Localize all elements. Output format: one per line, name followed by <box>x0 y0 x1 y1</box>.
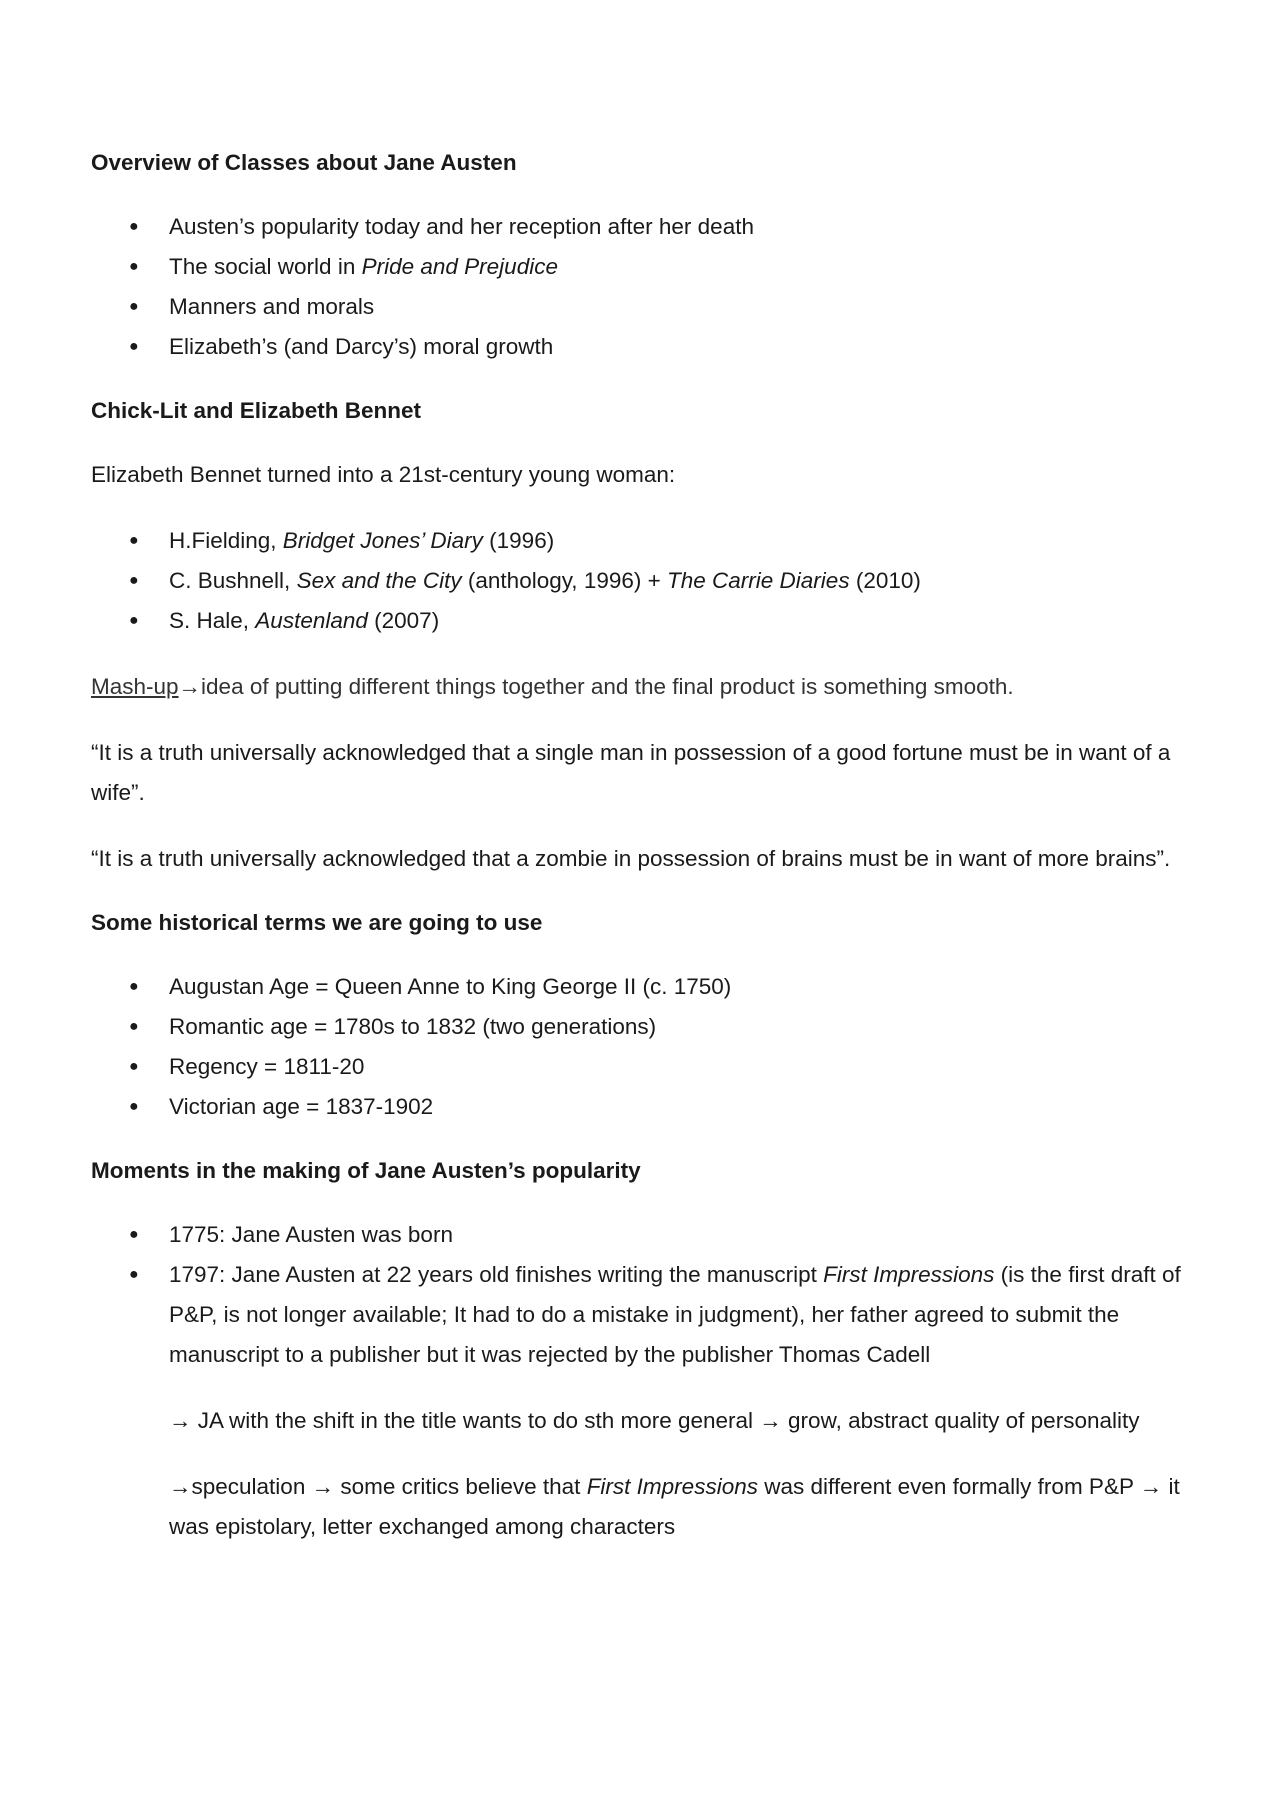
list-item: ● Austen’s popularity today and her reception after her death <box>91 207 1190 247</box>
book-title: Austenland <box>255 608 368 633</box>
book-title: Sex and the City <box>296 568 462 593</box>
mashup-definition: →idea of putting different things together and the final product is something smooth. <box>178 674 1014 699</box>
list-item <box>91 521 1190 561</box>
list-item <box>91 1255 1190 1375</box>
mashup-term: Mash-up <box>91 674 179 699</box>
section-heading-overview: Overview of Classes about Jane Austen <box>91 150 517 175</box>
overview-list <box>91 207 1190 367</box>
quote: “It is a truth universally acknowledged that a single man in possession of a good fortune must be in want of a wife”. <box>91 740 1171 805</box>
list-item-text: (anthology, 1996) + <box>461 568 668 593</box>
list-item <box>91 561 1190 601</box>
book-title: Bridget Jones’ Diary <box>282 528 483 553</box>
chick-lit-list <box>91 521 1190 641</box>
historical-terms-list <box>91 967 1190 1127</box>
note <box>91 1467 1190 1547</box>
list-item: ● Elizabeth’s (and Darcy’s) moral growth <box>91 327 1190 367</box>
list-item-text: (is the first draft of P&P, is not longer available; It had to do a mistake in judgment), her father agreed to submit the manuscript to a publisher but it was rejected by the publisher Thomas Cadell <box>169 1262 1181 1367</box>
list-item: ● Romantic age = 1780s to 1832 (two generations) <box>91 1007 1190 1047</box>
note-text: was different even formally from P&P → it was epistolary, letter exchanged among characters <box>169 1474 1180 1539</box>
list-item <box>91 601 1190 641</box>
section-heading-popularity: Moments in the making of Jane Austen’s popularity <box>91 1158 641 1183</box>
section-heading-chick-lit: Chick-Lit and Elizabeth Bennet <box>91 398 422 423</box>
paragraph: Elizabeth Bennet turned into a 21st-century young woman: <box>91 462 676 487</box>
list-item-text: H.Fielding, <box>169 528 283 553</box>
list-item-text: The social world in <box>169 254 362 279</box>
book-title: First Impressions <box>823 1262 995 1287</box>
note-text: →speculation → some critics believe that <box>169 1474 587 1499</box>
list-item-text: S. Hale, <box>169 608 256 633</box>
quote: “It is a truth universally acknowledged that a zombie in possession of brains must be in want of more brains”. <box>91 846 1171 871</box>
list-item: ● Manners and morals <box>91 287 1190 327</box>
list-item-text: (1996) <box>482 528 555 553</box>
list-item-text: (2007) <box>367 608 440 633</box>
list-item: ● 1775: Jane Austen was born <box>91 1215 1190 1255</box>
paragraph <box>91 667 1190 707</box>
list-item: ● Victorian age = 1837-1902 <box>91 1087 1190 1127</box>
note: → JA with the shift in the title wants to do sth more general → grow, abstract quality of personality <box>169 1408 1140 1433</box>
list-item-text: (2010) <box>849 568 921 593</box>
popularity-list <box>91 1215 1190 1375</box>
book-title: The Carrie Diaries <box>667 568 850 593</box>
list-item <box>91 247 1190 287</box>
list-item: ● Augustan Age = Queen Anne to King George II (c. 1750) <box>91 967 1190 1007</box>
list-item-text: 1797: Jane Austen at 22 years old finishes writing the manuscript <box>169 1262 824 1287</box>
section-heading-historical-terms: Some historical terms we are going to use <box>91 910 543 935</box>
book-title: Pride and Prejudice <box>361 254 558 279</box>
list-item-text: C. Bushnell, <box>169 568 297 593</box>
book-title: First Impressions <box>586 1474 758 1499</box>
list-item: ● Regency = 1811-20 <box>91 1047 1190 1087</box>
